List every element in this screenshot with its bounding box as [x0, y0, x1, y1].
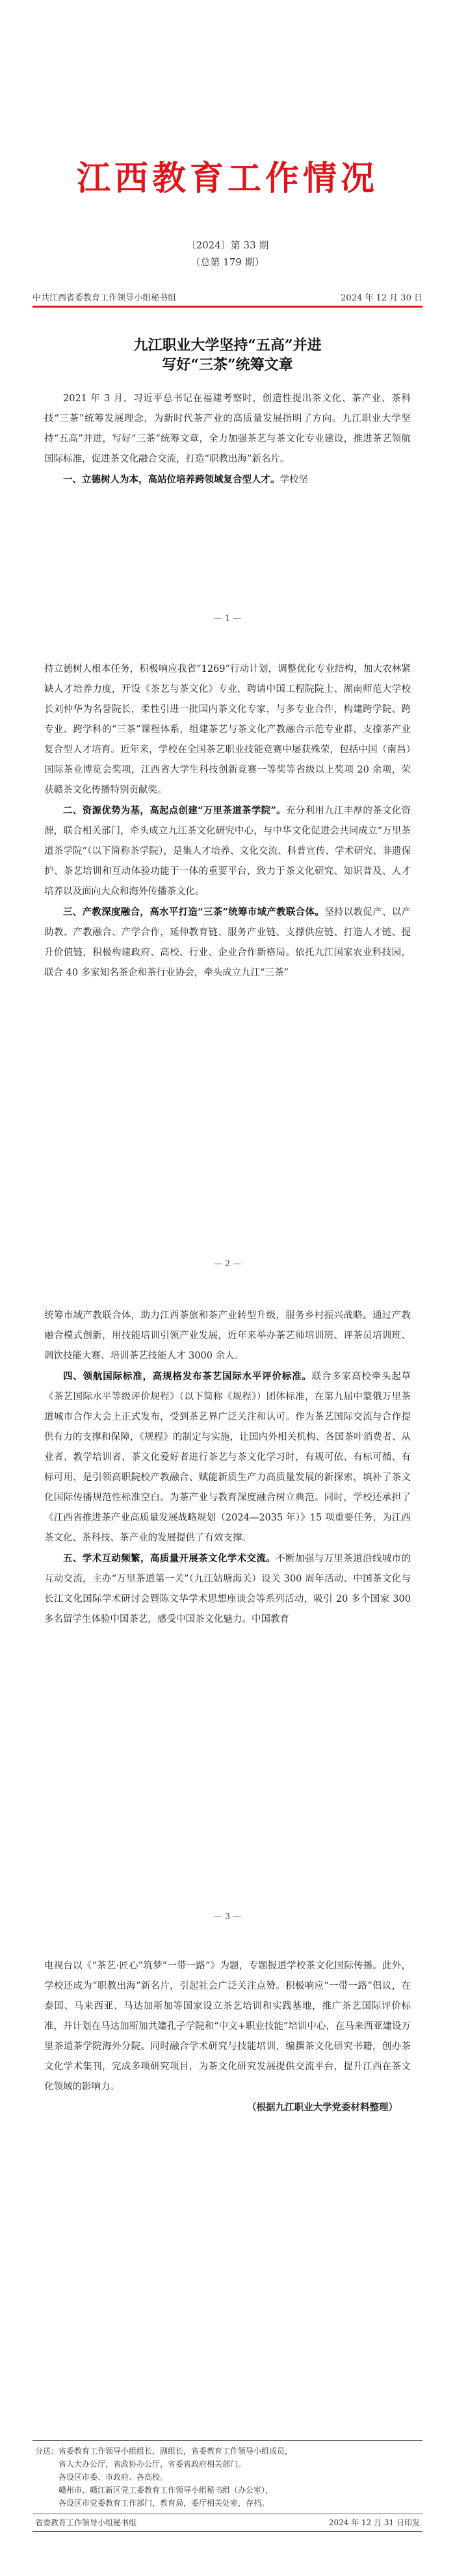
page-3: [0, 1288, 455, 1938]
article-body-page-1: [44, 389, 411, 490]
section-5-text-continued: 电视台以《“茶艺·匠心”筑梦“一带一路”》为题，专题报道学校茶文化国际传播。此外，学校还成为“职教出海”新名片，引起社会广泛关注点赞。积极响应“一带一路”倡议，在泰国、马来西亚、马达加斯加等国家设立茶艺培训和实践基地，推广茶艺国际评价标准，并计划在马达加斯加共建孔子学院和“中文+职业技能”培训中心，在马来西亚建设万里茶道茶学院海外分院。同时融合学术研究与技能培训，编撰茶文化研究书籍，创办茶文化学术集刊，完成多项研究项目，为茶文化研究发展提供交流平台，提升江西在茶文化领域的影响力。: [44, 1961, 411, 2092]
section-1-heading: 一、立德树人为本，高站位培养跨领域复合型人才。: [63, 474, 280, 485]
section-1-text-continued: 持立德树人根本任务，积极响应我省“1269”行动计划，调整优化专业结构，加大农林紧缺人才培养力度，开设《茶艺与茶文化》专业，聘请中国工程院院士、湖南师范大学校长刘仲华为名誉院长，柔性引进一批国内茶文化专家，与多专业合作，构建跨学院、跨专业、跨学科的“三茶”课程体系，组建茶艺与茶文化产教融合示范专业群，支撑茶产业复合型人才培育。近年来，学校在全国茶艺职业技能竞赛中屡获殊荣，包括中国（南昌）国际茶业博览会奖项，江西省大学生科技创新竞赛一等奖等省级以上奖项 20 余项，荣获赣茶文化传播特别贡献奖。: [44, 664, 411, 795]
section-5-text-start: 不断加强与万里茶道沿线城市的互动交流，主办“万里茶道第一关”（九江姑塘海关）设关 300 周年活动、中国茶文化与长江文化国际学术研讨会暨陈文华学术思想座谈会等系列活动，吸引 20 多个国家 300 多名留学生体验中国茶艺，感受中国茶文化魅力。中国教育: [44, 1554, 411, 1625]
distribution-footer: [32, 2440, 422, 2532]
print-info-row: [32, 2514, 422, 2531]
section-1-paragraph: [44, 470, 411, 490]
distribution-line-5: 各设区市党委教育工作部门，教育局，委厅相关处室，存档。: [58, 2499, 270, 2508]
article-source: （根据九江职业大学党委材料整理）: [247, 2102, 398, 2113]
section-3-text-start: 坚持以教促产、以产助教、产教融合、产学合作，延伸教育链、服务产业链、支撑供应链、打造人才链、提升价值链，积极构建政府、高校、行业、企业合作新格局。依托九江国家农业科技园，联合 40 多家知名茶企和茶行业协会，牵头成立九江“三茶”: [44, 907, 411, 978]
page-4: [0, 1938, 455, 2576]
section-2-paragraph: [44, 801, 411, 902]
section-4-text: 联合多家高校牵头起草《茶艺国际水平等级评价规程》（以下简称《规程》）团体标准，在第九届中蒙俄万里茶道城市合作大会上正式发布，受到茶艺界广泛关注和认可。作为茶艺国际交流与合作提供有力的支撑和保障，《规程》的制定与实施，让国内外相关机构、各国茶叶消费者、从业者、教学培训者、茶文化爱好者进行茶艺与茶文化学习时，有规可依、有标可循、有标可用，是引领高职院校产教融合、赋能新质生产力高质量发展的新探索，填补了茶文化国际传播规范性标准空白。为茶产业与教育深度融合树立典范。同时，学校还承担了《江西省推进茶产业高质量发展战略规划（2024—2035 年）》15 项重要任务，为江西茶文化、茶科技、茶产业的发展提供了有效支撑。: [44, 1372, 411, 1543]
masthead-title: 江西教育工作情况: [76, 159, 378, 198]
section-2-text: 充分利用九江丰厚的茶文化资源，联合相关部门，牵头成立九江茶文化研究中心，与中华文化促进会共同成立“万里茶道茶学院”（以下简称茶学院），是集人才培养、文化交流、科普宣传、学术研究、非遗保护、茶艺培训和互动体验功能于一体的重要平台，致力于茶文化研究、知识普及、人才培养以及面向大众和海外传播茶文化。: [44, 806, 411, 897]
section-5-heading: 五、学术互动频繁，高质量开展茶文化学术交流。: [63, 1553, 276, 1564]
page-number-1: — 1 —: [213, 614, 242, 624]
article-title-line-1: 九江职业大学坚持“五高”并进: [133, 337, 322, 354]
distribution-line-2: 省人大办公厅，省政协办公厅，省委省政府相关部门。: [58, 2460, 246, 2469]
section-4-heading: 四、领航国际标准，高规格发布茶艺国际水平评价标准。: [63, 1371, 312, 1382]
article-body-page-4: [44, 1956, 411, 2118]
distribution-line-3: 各设区市委、市政府、各高校。: [58, 2473, 168, 2482]
publisher-name: 中共江西省委教育工作领导小组秘书组: [32, 293, 177, 303]
section-5-paragraph: [44, 1548, 411, 1630]
distribution-line-1: 分送：省委教育工作领导小组组长、副组长，省委教育工作领导小组成员，: [35, 2447, 293, 2456]
footer-top-rule: [32, 2440, 422, 2441]
section-4-paragraph: [44, 1366, 411, 1548]
page-2: [0, 637, 455, 1288]
footer-bottom-rule: [32, 2531, 422, 2532]
publish-date: 2024 年 12 月 30 日: [341, 293, 422, 303]
article-title-line-2: 写好“三茶”统筹文章: [162, 356, 293, 373]
issue-number: 〔2024〕第 33 期: [186, 239, 269, 251]
page-number-2: — 2 —: [213, 1259, 242, 1269]
print-issuer: 省委教育工作领导小组秘书组: [35, 2518, 137, 2527]
article-body-page-2: [44, 659, 411, 983]
section-2-heading: 二、资源优势为基，高起点创建“万里茶道茶学院”。: [63, 805, 286, 816]
intro-paragraph: 2021 年 3 月，习近平总书记在福建考察时，创造性提出茶文化、茶产业、茶科技“三茶”统筹发展理念，为新时代茶产业的高质量发展指明了方向。九江职业大学坚持“五高”并进，写好“三茶”统筹文章，全力加强茶艺与茶文化专业建设，推进茶艺领航国际标准，促进茶文化融合交流，打造“职教出海”新名片。: [44, 393, 411, 464]
section-1-text-start: 学校坚: [280, 475, 308, 485]
section-3-text-continued: 统筹市域产教联合体，助力江西茶旅和茶产业转型升级，服务乡村振兴战略。通过产教融合模式创新，用技能培训引领产业发展，近年来举办茶艺师培训班、评茶员培训班、调饮技能大赛、培训茶艺技能人才 3000 余人。: [44, 1310, 411, 1361]
section-3-heading: 三、产教深度融合，高水平打造“三茶”统筹市域产教联合体。: [63, 907, 325, 918]
page-1: [0, 0, 455, 637]
section-3-paragraph: [44, 902, 411, 983]
print-date: 2024 年 12 月 31 日印发: [328, 2518, 420, 2527]
distribution-line-4: 赣州市、赣江新区党工委教育工作领导小组秘书组（办公室），: [58, 2486, 274, 2495]
article-body-page-3: [44, 1306, 411, 1630]
page-number-3: — 3 —: [213, 1912, 242, 1922]
red-divider: [32, 306, 422, 308]
total-issue-number: （总第 179 期）: [190, 256, 265, 268]
publisher-row: [32, 291, 422, 303]
